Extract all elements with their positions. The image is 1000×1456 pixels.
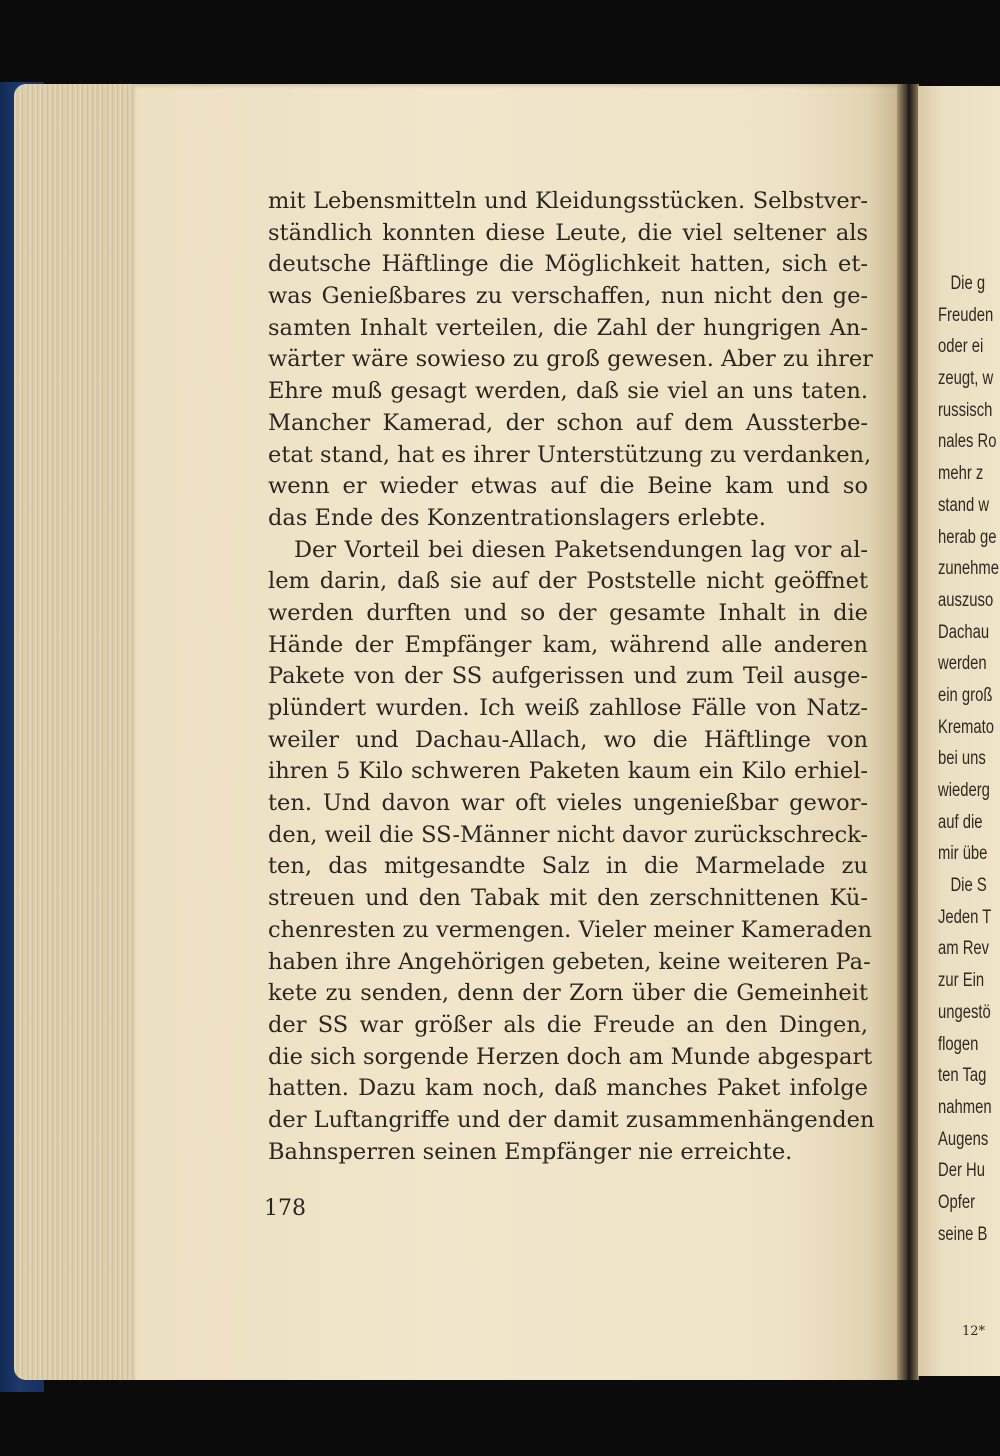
right-line: zeugt, w xyxy=(938,368,994,390)
text-line: ständlich konnten diese Leute, die viel seltener als xyxy=(268,219,868,246)
text-line: samten Inhalt verteilen, die Zahl der hungrigen An- xyxy=(268,314,868,341)
text-line: weiler und Dachau-Allach, wo die Häftlinge von xyxy=(268,726,868,753)
text-line: Hände der Empfänger kam, während alle anderen xyxy=(268,631,868,658)
right-line: zunehme xyxy=(938,558,999,580)
text-line: hatten. Dazu kam noch, daß manches Paket infolge xyxy=(268,1075,868,1102)
page-stack-edges xyxy=(14,84,136,1380)
right-line: seine B xyxy=(938,1223,988,1245)
right-line: Kremato xyxy=(938,716,995,738)
right-line: ungestö xyxy=(938,1001,991,1023)
right-line: Die S xyxy=(950,875,987,897)
right-line: am Rev xyxy=(938,938,990,960)
text-line: streuen und den Tabak mit den zerschnittenen Kü- xyxy=(268,885,868,912)
right-line: auszuso xyxy=(938,589,994,611)
text-line: chenresten zu vermengen. Vieler meiner Kameraden xyxy=(268,916,873,943)
right-line: nales Ro xyxy=(938,431,997,453)
text-line: kete zu senden, denn der Zorn über die Gemeinheit xyxy=(268,980,868,1007)
text-line: plündert wurden. Ich weiß zahllose Fälle von Natz- xyxy=(268,695,868,721)
right-line: Opfer xyxy=(938,1191,976,1213)
text-line: wenn er wieder etwas auf die Beine kam und so xyxy=(268,473,868,500)
right-line: werden xyxy=(938,653,987,675)
right-page xyxy=(918,86,1000,1376)
page-number: 178 xyxy=(264,1196,306,1221)
right-line: oder ei xyxy=(938,336,984,358)
right-line: Freuden xyxy=(938,304,994,326)
right-line: Die g xyxy=(950,273,986,294)
text-line: das Ende des Konzentrationslagers erlebte. xyxy=(268,504,766,531)
text-line: ten, das mitgesandte Salz in die Marmelade zu xyxy=(268,853,868,880)
right-line: Jeden T xyxy=(938,906,992,928)
text-line: ihren 5 Kilo schweren Paketen kaum ein Kilo erhiel- xyxy=(268,758,868,785)
text-line: Bahnsperren seinen Empfänger nie erreichte. xyxy=(268,1138,793,1165)
right-line: flogen xyxy=(938,1033,979,1055)
text-line: etat stand, hat es ihrer Unterstützung zu verdanken, xyxy=(268,441,872,468)
text-line: Ehre muß gesagt werden, daß sie viel an uns taten. xyxy=(268,378,868,405)
right-line: russisch xyxy=(938,399,993,421)
right-line: mehr z xyxy=(938,463,984,485)
text-line: Der Vorteil bei diesen Paketsendungen lag vor al- xyxy=(294,536,868,563)
text-line: der SS war größer als die Freude an den Dingen, xyxy=(268,1011,868,1038)
text-line: wärter wäre sowieso zu groß gewesen. Aber zu ihrer xyxy=(268,346,873,373)
right-line: auf die xyxy=(938,811,983,833)
right-line: Augens xyxy=(938,1128,989,1150)
text-line: ten. Und davon war oft vieles ungenießbar gewor- xyxy=(268,790,868,817)
text-line: Mancher Kamerad, der schon auf dem Aussterbe- xyxy=(268,409,868,436)
right-line: stand w xyxy=(938,494,990,516)
text-line: deutsche Häftlinge die Möglichkeit hatten, sich et- xyxy=(268,251,868,278)
right-line: wiederg xyxy=(938,780,990,801)
signature-mark: 12* xyxy=(962,1324,986,1339)
right-page-text xyxy=(938,268,1000,1250)
text-line: Pakete von der SS aufgerissen und zum Teil ausge- xyxy=(268,663,868,690)
right-line: bei uns xyxy=(938,748,986,770)
right-line: ein groß xyxy=(938,684,993,706)
book-gutter xyxy=(897,84,919,1380)
text-line: den, weil die SS-Männer nicht davor zurückschreck- xyxy=(268,821,868,848)
text-line: werden durften und so der gesamte Inhalt in die xyxy=(268,599,868,626)
text-line: mit Lebensmitteln und Kleidungsstücken. Selbstver- xyxy=(268,188,868,214)
text-line: lem darin, daß sie auf der Poststelle nicht geöffnet xyxy=(268,568,868,595)
text-line: der Luftangriffe und der damit zusammenhängenden xyxy=(268,1106,875,1133)
body-text xyxy=(268,186,875,1168)
text-line: was Genießbares zu verschaffen, nun nicht den ge- xyxy=(268,283,868,310)
text-line: die sich sorgende Herzen doch am Munde abgespart xyxy=(268,1043,873,1070)
right-line: mir übe xyxy=(938,843,988,865)
right-line: Dachau xyxy=(938,621,990,643)
right-line: zur Ein xyxy=(938,970,985,992)
right-line: Der Hu xyxy=(938,1160,985,1182)
text-line: haben ihre Angehörigen gebeten, keine weiteren Pa- xyxy=(268,948,871,975)
right-line: herab ge xyxy=(938,526,997,548)
right-line: ten Tag xyxy=(938,1065,987,1087)
right-line: nahmen xyxy=(938,1096,992,1118)
